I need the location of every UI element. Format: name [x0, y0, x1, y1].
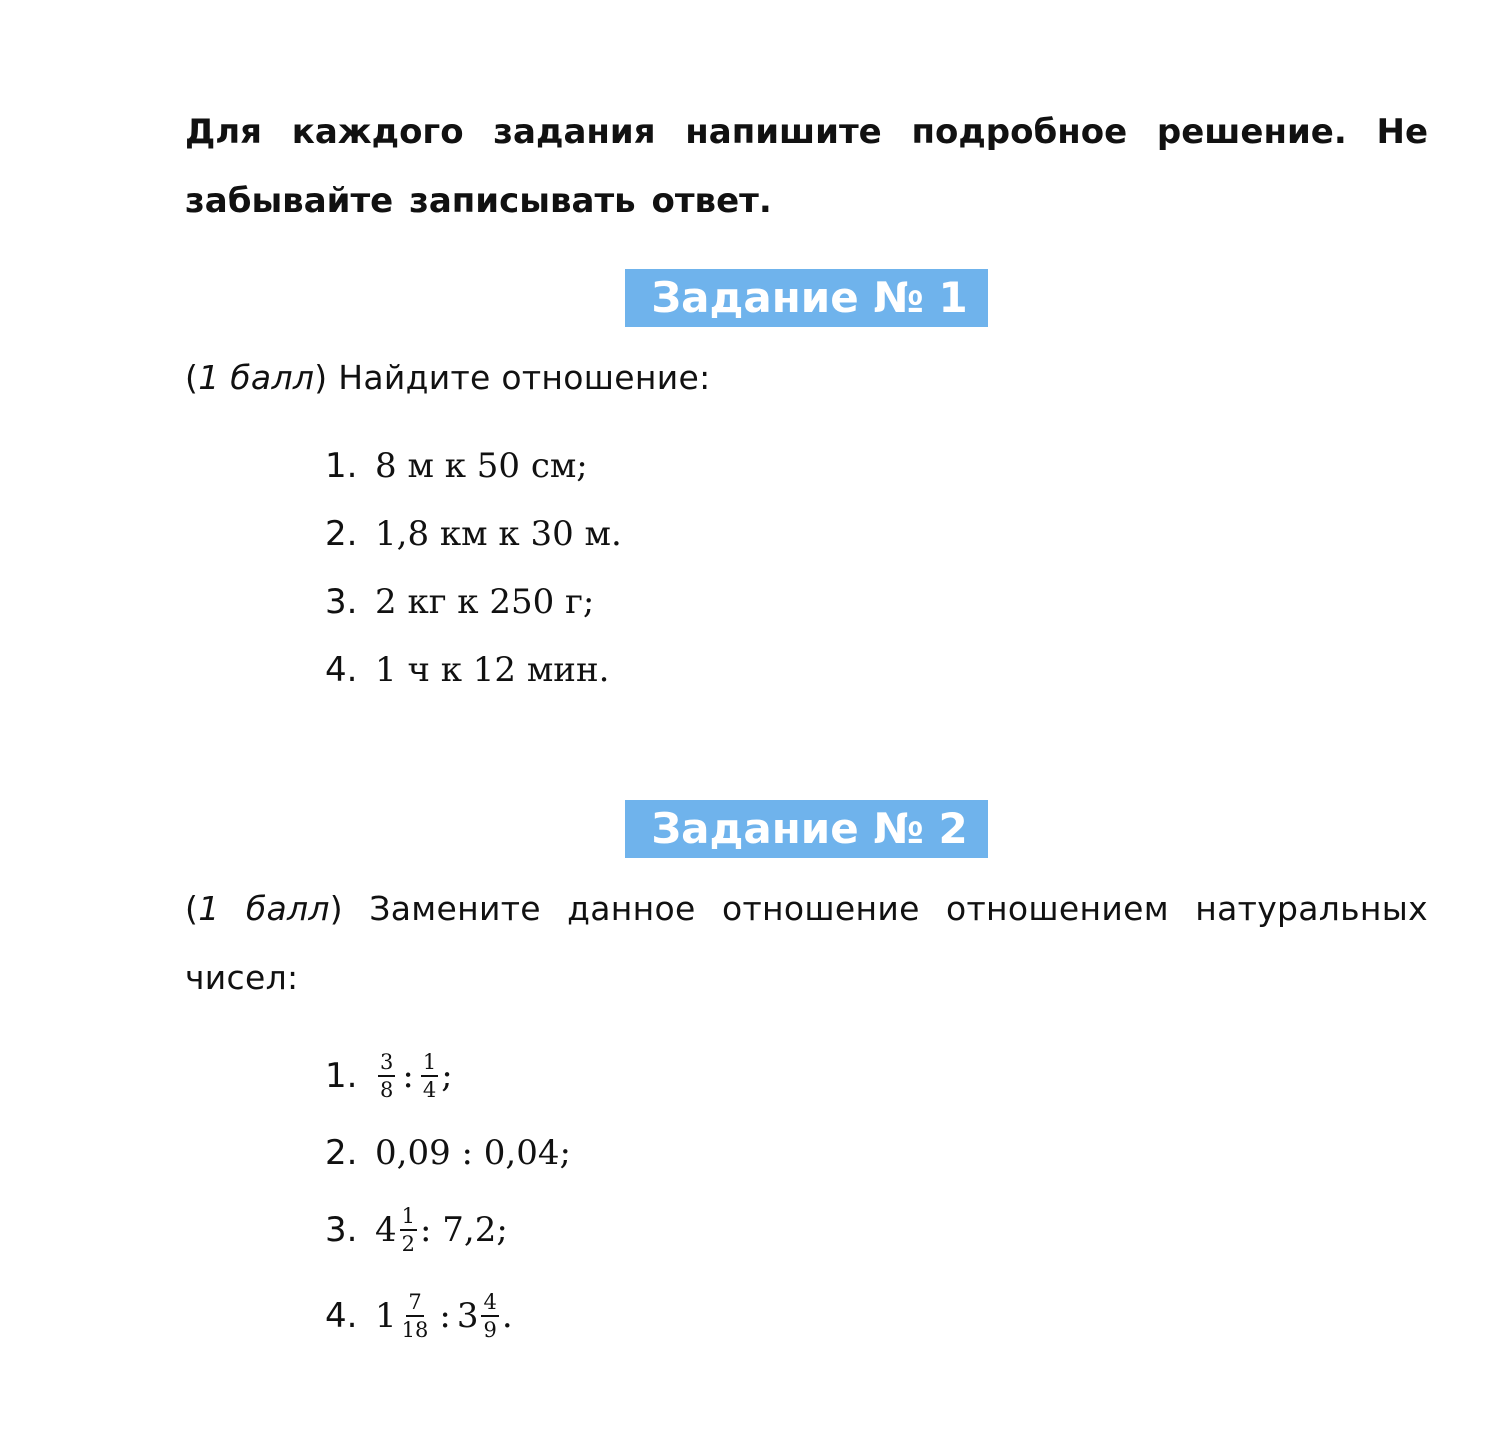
task-1-paren-open: ( [185, 358, 199, 397]
whole-part: 1 [375, 1296, 397, 1336]
item-expression [375, 1204, 508, 1256]
task-2-heading [185, 800, 1428, 858]
denominator: 8 [380, 1078, 394, 1102]
list-item [325, 1190, 571, 1270]
task-1-paren-close: ) [314, 358, 328, 397]
instructions-text: Для каждого задания напишите подробное решение. Не забывайте записывать ответ. [185, 112, 1428, 221]
task-1-text: Найдите отношение: [327, 358, 711, 397]
list-item [325, 1116, 571, 1190]
task-2-title: Задание № 2 [625, 800, 987, 858]
numerator: 1 [400, 1204, 417, 1231]
list-item [325, 500, 622, 568]
task-1-points: 1 балл [198, 358, 315, 397]
item-expression: 0,09 : 0,04; [375, 1133, 571, 1173]
ratio-colon: : [402, 1056, 414, 1096]
item-expression [375, 1050, 453, 1102]
item-number: 1. [325, 1056, 358, 1096]
item-expression: 1 ч к 12 мин. [375, 650, 610, 690]
item-expression: 2 кг к 250 г; [375, 582, 595, 622]
numerator: 4 [481, 1290, 498, 1317]
task-2-paren-open: ( [185, 889, 199, 928]
task-2-points: 1 балл [198, 889, 330, 928]
task-1-title: Задание № 1 [625, 269, 987, 327]
numerator: 7 [406, 1290, 423, 1317]
task-2-list [325, 1036, 571, 1362]
item-terminator: ; [441, 1056, 453, 1096]
task-2-prompt [185, 874, 1428, 1012]
item-terminator: . [501, 1296, 513, 1336]
item-number: 2. [325, 514, 358, 554]
item-expression [375, 1290, 513, 1342]
item-expression: 8 м к 50 см; [375, 446, 588, 486]
task-2-text: Замените данное отношение отношением натуральных чисел: [185, 889, 1428, 997]
task-2-paren-close: ) [329, 889, 343, 928]
item-number: 2. [325, 1133, 358, 1173]
denominator: 9 [483, 1318, 497, 1342]
denominator: 4 [422, 1078, 437, 1102]
item-number: 1. [325, 446, 358, 486]
ratio-colon: : [439, 1296, 451, 1336]
whole-part: 3 [456, 1296, 479, 1336]
item-number: 3. [325, 582, 358, 622]
task-1-prompt [185, 343, 1428, 412]
fraction [421, 1050, 438, 1102]
denominator: 18 [401, 1318, 429, 1342]
list-item [325, 432, 622, 500]
fraction [378, 1050, 395, 1102]
item-expression: 1,8 км к 30 м. [375, 514, 622, 554]
task-1-list [325, 432, 622, 704]
fraction [481, 1290, 498, 1342]
item-number: 3. [325, 1210, 358, 1250]
expression-rest: : 7,2; [420, 1210, 508, 1250]
whole-part: 4 [375, 1210, 397, 1250]
list-item [325, 636, 622, 704]
item-number: 4. [325, 1296, 358, 1336]
item-number: 4. [325, 650, 358, 690]
numerator: 3 [378, 1050, 395, 1077]
task-1-heading [185, 269, 1428, 327]
list-item [325, 568, 622, 636]
fraction [400, 1204, 417, 1256]
list-item [325, 1270, 571, 1362]
list-item [325, 1036, 571, 1116]
numerator: 1 [421, 1050, 438, 1077]
fraction [400, 1290, 431, 1342]
denominator: 2 [401, 1232, 416, 1256]
